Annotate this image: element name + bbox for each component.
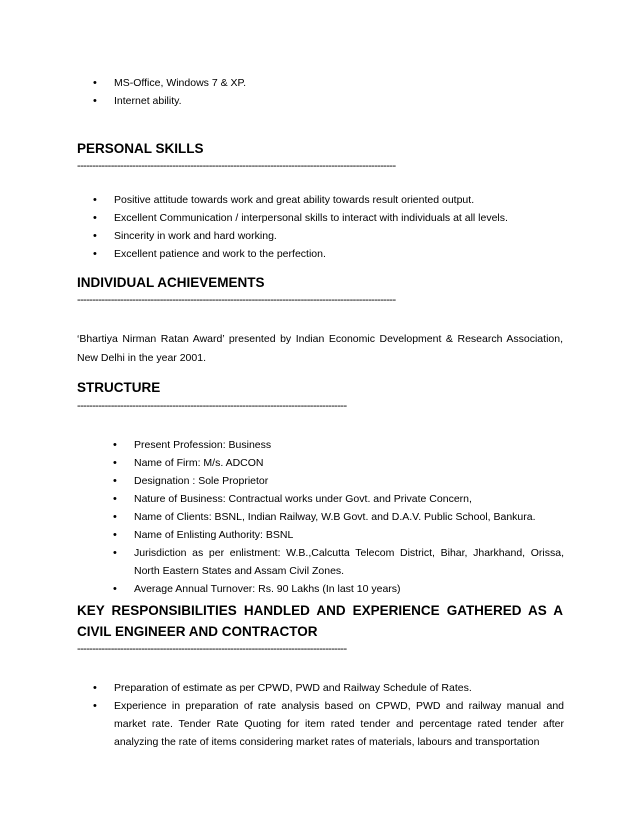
- structure-list: [134, 436, 564, 598]
- list-item: • MS-Office, Windows 7 & XP.: [114, 74, 564, 92]
- section-divider: --------------------------------------------------------------------------------------------------------: [77, 160, 396, 172]
- software-list: [114, 74, 564, 110]
- personal-skills-list: [114, 191, 564, 263]
- list-item: • Excellent patience and work to the perfection.: [114, 245, 564, 263]
- list-item: • Internet ability.: [114, 92, 564, 110]
- achievement-text: ‘Bhartiya Nirman Ratan Award’ presented by Indian Economic Development & Research Association, New Delhi in the year 2001.: [77, 333, 563, 364]
- list-item: • Experience in preparation of rate analysis based on CPWD, PWD and railway manual and market rate. Tender Rate Quoting for item rated tender and percentage rated tender after analyzing the rate of items considering market rates of materials, labours and transportation: [114, 697, 564, 751]
- list-item: • Excellent Communication / interpersonal skills to interact with individuals at all levels.: [114, 209, 564, 227]
- responsibilities-list: [114, 679, 564, 751]
- section-divider: ----------------------------------------------------------------------------------------: [77, 400, 347, 412]
- responsibilities-heading: KEY RESPONSIBILITIES HANDLED AND EXPERIENCE GATHERED AS A CIVIL ENGINEER AND CONTRACTOR: [77, 603, 563, 639]
- section-divider: ----------------------------------------------------------------------------------------: [77, 643, 347, 655]
- list-item: • Name of Firm: M/s. ADCON: [134, 454, 564, 472]
- personal-skills-heading: PERSONAL SKILLS: [77, 141, 204, 156]
- list-item: • Name of Enlisting Authority: BSNL: [134, 526, 564, 544]
- list-item: • Jurisdiction as per enlistment: W.B.,Calcutta Telecom District, Bihar, Jharkhand, Orissa, North Eastern States and Assam Civil Zones.: [134, 544, 564, 580]
- list-item: • Present Profession: Business: [134, 436, 564, 454]
- structure-heading: STRUCTURE: [77, 380, 161, 395]
- list-item: • Average Annual Turnover: Rs. 90 Lakhs (In last 10 years): [134, 580, 564, 598]
- list-item: • Designation : Sole Proprietor: [134, 472, 564, 490]
- list-item: • Preparation of estimate as per CPWD, PWD and Railway Schedule of Rates.: [114, 679, 564, 697]
- achievements-heading: INDIVIDUAL ACHIEVEMENTS: [77, 275, 265, 290]
- list-item: • Positive attitude towards work and great ability towards result oriented output.: [114, 191, 564, 209]
- section-divider: --------------------------------------------------------------------------------------------------------: [77, 294, 396, 306]
- list-item: • Nature of Business: Contractual works under Govt. and Private Concern,: [134, 490, 564, 508]
- list-item: • Sincerity in work and hard working.: [114, 227, 564, 245]
- list-item: • Name of Clients: BSNL, Indian Railway, W.B Govt. and D.A.V. Public School, Bankura.: [134, 508, 564, 526]
